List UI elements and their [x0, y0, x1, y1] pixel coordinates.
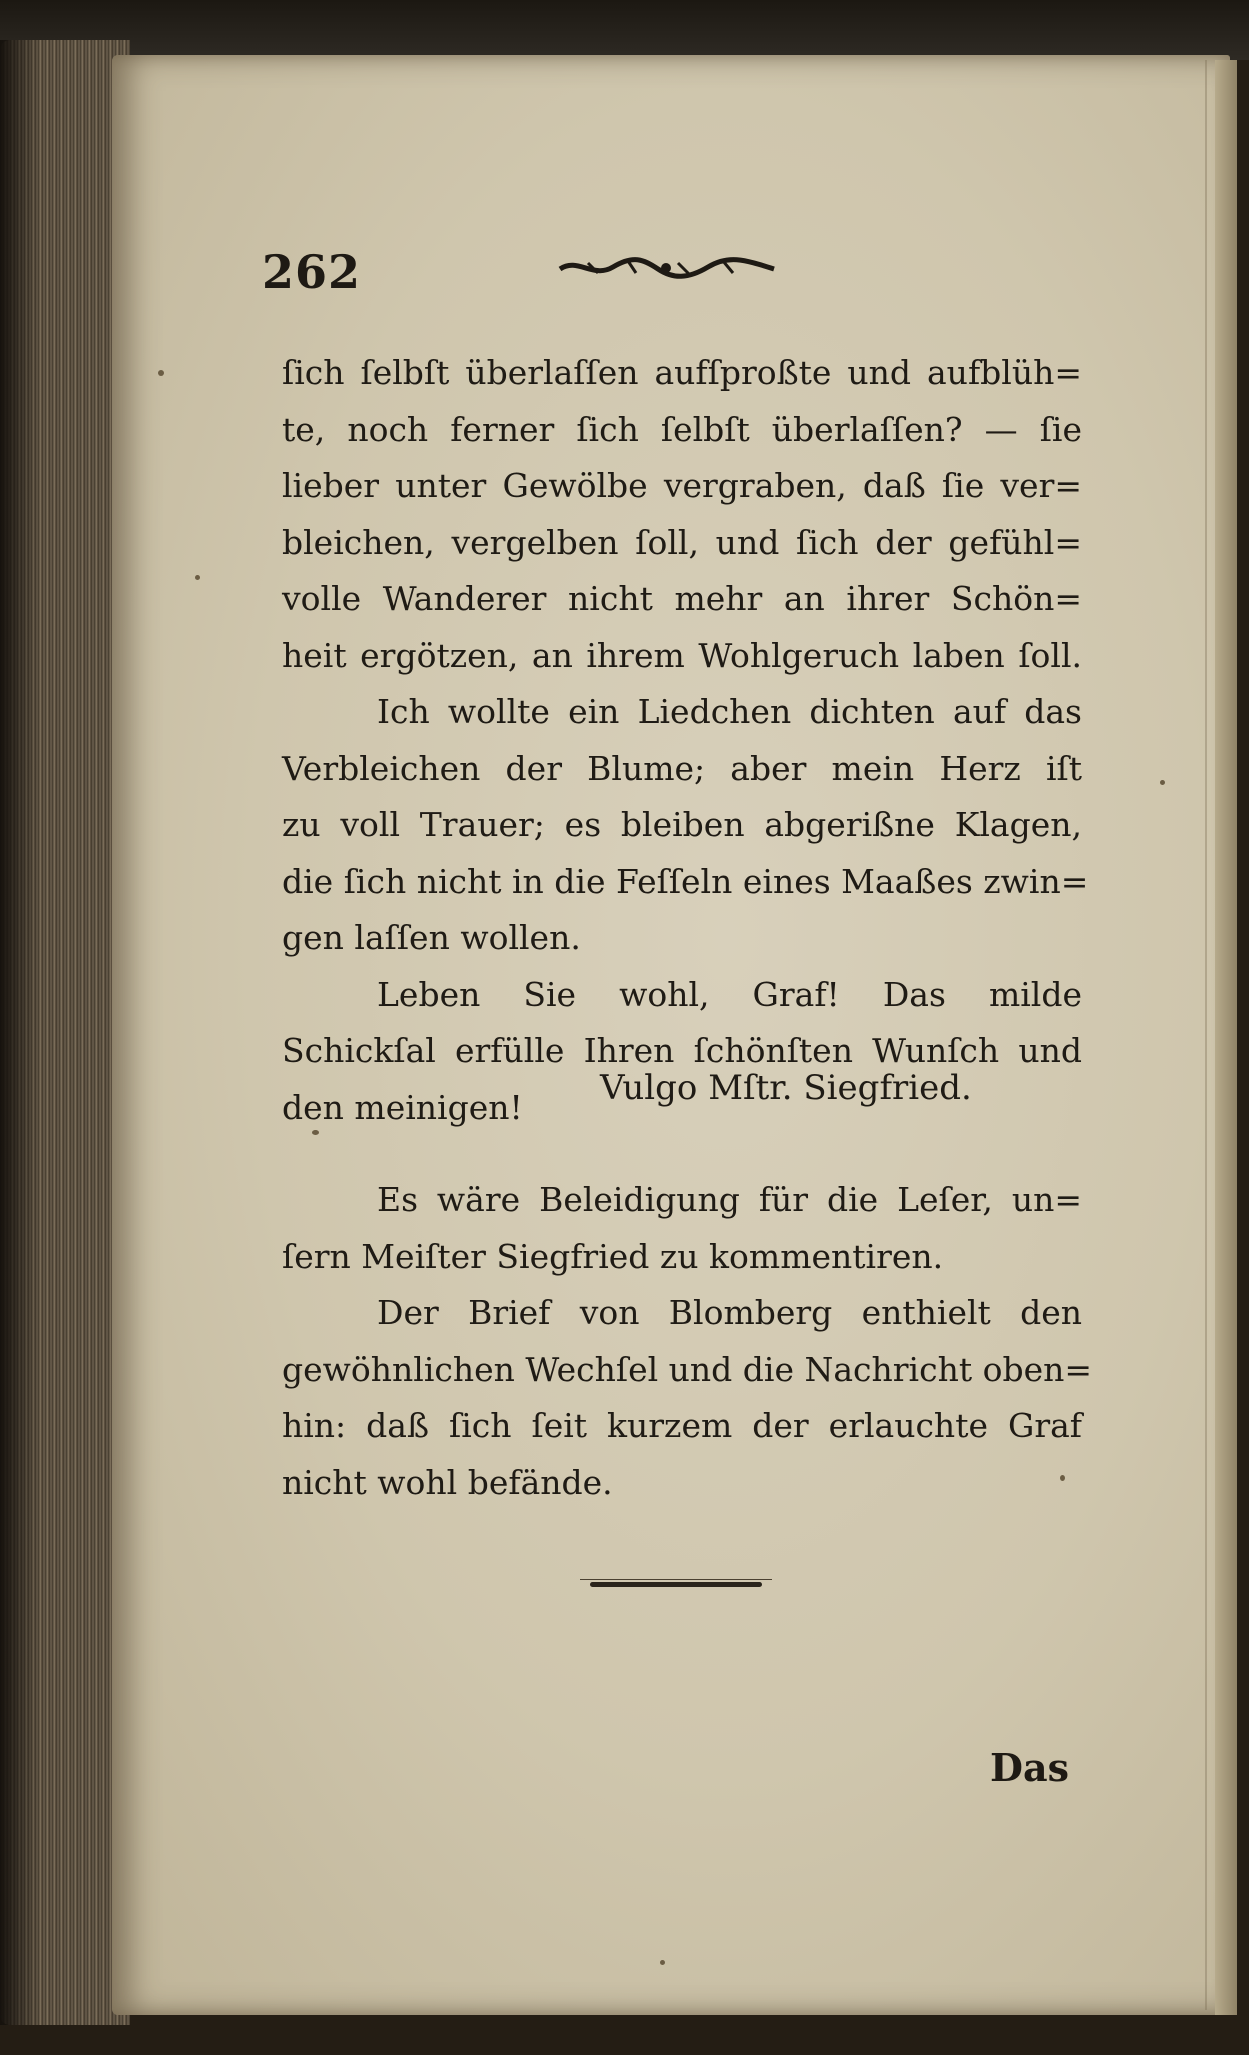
text-line: heit ergötzen, an ihrem Wohlgeruch laben ſoll.: [282, 635, 1082, 675]
book-cover-edge: [0, 0, 1249, 60]
text-line: lieber unter Gewölbe vergraben, daß ſie ver=: [282, 466, 1082, 505]
page-fold-line: [1205, 60, 1207, 2010]
paper-speck: [195, 575, 200, 580]
text-line: Ich wollte ein Liedchen dichten auf das: [377, 692, 1082, 731]
text-line: ſich ſelbſt überlaſſen aufſproßte und aufblüh=: [282, 353, 1082, 392]
section-rule: [590, 1582, 762, 1587]
text-line: gen laſſen wollen.: [282, 918, 581, 957]
text-line: Es wäre Beleidigung für die Leſer, un=: [377, 1180, 1082, 1219]
narrative-text: [282, 1172, 1093, 1511]
text-line: Leben Sie wohl, Graf! Das milde: [377, 974, 1082, 1014]
section-rule-outline: [580, 1579, 772, 1580]
header-ornament: [558, 255, 776, 281]
letter-signature: Vulgo Mſtr. Siegfried.: [600, 1068, 972, 1108]
page-edges-shadow: [0, 40, 40, 2025]
text-line: den meinigen!: [282, 1087, 523, 1127]
text-line: gewöhnlichen Wechſel und die Nachricht oben=: [282, 1349, 1093, 1389]
page-right-edge: [1215, 60, 1237, 2015]
text-line: volle Wanderer nicht mehr an ihrer Schön=: [282, 579, 1082, 618]
text-line: Der Brief von Blomberg enthielt den: [377, 1293, 1082, 1332]
text-line: hin: daß ſich ſeit kurzem der erlauchte Graf: [282, 1406, 1082, 1445]
paper-speck: [158, 370, 164, 376]
text-line: ſern Meiſter Siegfried zu kommentiren.: [282, 1236, 944, 1276]
paper-speck: [660, 1960, 665, 1965]
text-line: zu voll Trauer; es bleiben abgerißne Klagen,: [282, 805, 1082, 844]
text-line: Verbleichen der Blume; aber mein Herz iſt: [282, 748, 1082, 788]
text-line: bleichen, vergelben ſoll, und ſich der gefühl=: [282, 522, 1082, 562]
letter-text: [282, 345, 1089, 1136]
page-number: 262: [262, 245, 362, 299]
text-line: Schickſal erfülle Ihren ſchönſten Wunſch und: [282, 1031, 1082, 1070]
text-line: die ſich nicht in die Feſſeln eines Maaßes zwin=: [282, 861, 1089, 901]
paper-speck: [1160, 780, 1165, 785]
catchword: Das: [990, 1745, 1069, 1790]
text-line: te, noch ferner ſich ſelbſt überlaſſen? — ſie: [282, 409, 1082, 449]
text-line: nicht wohl befände.: [282, 1462, 613, 1502]
